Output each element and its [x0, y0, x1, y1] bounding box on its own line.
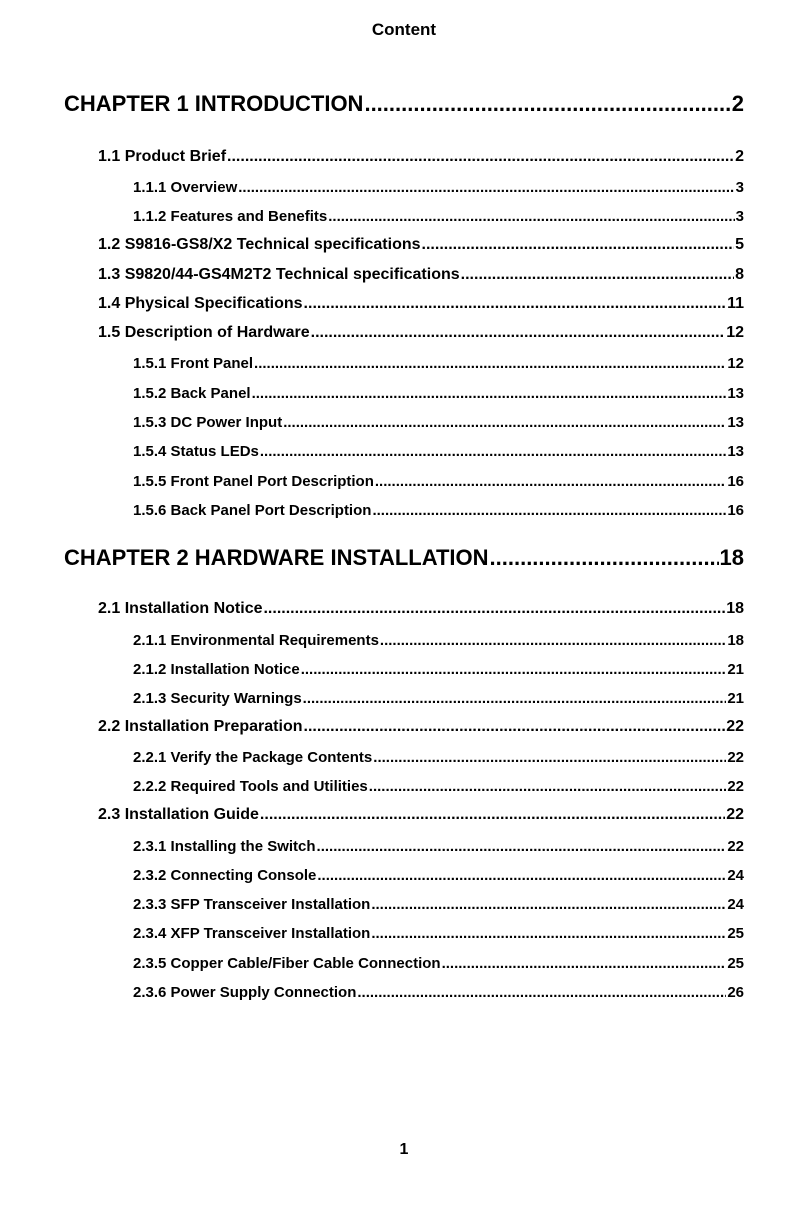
toc-entry-page: 25 [727, 925, 744, 942]
toc-entry-label: 1.1.1 Overview [133, 179, 238, 196]
toc-entry[interactable] [133, 208, 744, 225]
toc-entry-label: 2.3.6 Power Supply Connection [133, 984, 357, 1001]
toc-entry-label: CHAPTER 2 HARDWARE INSTALLATION [64, 545, 489, 570]
toc-entry-page: 22 [727, 778, 744, 795]
toc-entry[interactable] [133, 690, 744, 707]
toc-entry-page: 5 [735, 236, 744, 253]
toc-entry-page: 12 [727, 355, 744, 372]
toc-leader-dots [490, 545, 719, 571]
toc-entry-label: 2.3.4 XFP Transceiver Installation [133, 925, 371, 942]
toc-entry[interactable] [133, 749, 744, 766]
toc-entry-label: 1.5 Description of Hardware [98, 324, 310, 341]
toc-leader-dots [304, 295, 727, 313]
toc-entry-page: 25 [727, 955, 744, 972]
toc-leader-dots [422, 236, 735, 254]
toc-entry-label: 1.5.2 Back Panel [133, 385, 251, 402]
toc-entry[interactable] [98, 266, 744, 284]
toc-entry-label: 2.3.1 Installing the Switch [133, 838, 316, 855]
toc-entry-label: 2.3.2 Connecting Console [133, 867, 317, 884]
toc-entry-page: 3 [735, 208, 744, 225]
toc-entry-page: 21 [727, 690, 744, 707]
toc-leader-dots [375, 473, 726, 490]
toc-entry-label: CHAPTER 1 INTRODUCTION [64, 91, 364, 116]
toc-leader-dots [263, 600, 725, 618]
toc-entry-label: 1.4 Physical Specifications [98, 295, 303, 312]
toc-entry-label: 2.3 Installation Guide [98, 806, 259, 823]
toc-entry-page: 3 [735, 179, 744, 196]
toc-entry-label: 2.1 Installation Notice [98, 600, 263, 617]
toc-leader-dots [328, 208, 734, 225]
toc-leader-dots [317, 867, 726, 884]
toc-leader-dots [260, 443, 726, 460]
toc-leader-dots [311, 324, 726, 342]
toc-leader-dots [372, 502, 726, 519]
toc-entry-page: 26 [727, 984, 744, 1001]
toc-entry[interactable] [64, 91, 744, 117]
toc-entry-label: 1.1.2 Features and Benefits [133, 208, 328, 225]
toc-leader-dots [380, 632, 726, 649]
toc-entry[interactable] [133, 984, 744, 1001]
toc-entry-label: 1.5.5 Front Panel Port Description [133, 473, 374, 490]
toc-leader-dots [304, 718, 726, 736]
toc-entry-label: 2.1.3 Security Warnings [133, 690, 302, 707]
toc-entry[interactable] [133, 925, 744, 942]
toc-leader-dots [357, 984, 726, 1001]
toc-entry-page: 18 [727, 632, 744, 649]
toc-entry[interactable] [98, 295, 744, 313]
toc-leader-dots [371, 925, 726, 942]
toc-entry-page: 8 [735, 266, 744, 283]
toc-entry[interactable] [133, 443, 744, 460]
toc-entry[interactable] [133, 955, 744, 972]
toc-entry-page: 16 [727, 473, 744, 490]
toc-entry-label: 1.5.6 Back Panel Port Description [133, 502, 372, 519]
toc-entry-label: 2.1.1 Environmental Requirements [133, 632, 379, 649]
toc-entry[interactable] [133, 355, 744, 372]
toc-leader-dots [301, 661, 727, 678]
toc-leader-dots [227, 148, 734, 166]
toc-entry[interactable] [133, 385, 744, 402]
toc-entry-page: 2 [731, 91, 744, 116]
page-number: 1 [399, 1141, 409, 1158]
toc-leader-dots [260, 806, 725, 824]
toc-leader-dots [303, 690, 727, 707]
toc-entry-page: 18 [726, 600, 744, 617]
toc-leader-dots [238, 179, 734, 196]
toc-entry-page: 18 [719, 545, 744, 570]
toc-leader-dots [373, 749, 726, 766]
toc-leader-dots [442, 955, 727, 972]
toc-entry-label: 2.2.2 Required Tools and Utilities [133, 778, 368, 795]
toc-entry-label: 1.1 Product Brief [98, 148, 227, 165]
toc-leader-dots [283, 414, 726, 431]
toc-entry-page: 24 [727, 867, 744, 884]
toc-entry-label: 1.5.4 Status LEDs [133, 443, 259, 460]
toc-entry[interactable] [133, 661, 744, 678]
toc-entry-page: 13 [727, 385, 744, 402]
toc-entry[interactable] [133, 896, 744, 913]
toc-leader-dots [461, 266, 734, 284]
toc-entry[interactable] [98, 236, 744, 254]
toc-entry[interactable] [133, 502, 744, 519]
toc-entry-page: 11 [727, 295, 744, 312]
toc-entry-page: 13 [727, 443, 744, 460]
toc-entry[interactable] [133, 778, 744, 795]
toc-entry-page: 16 [727, 502, 744, 519]
toc-entry-page: 2 [735, 148, 744, 165]
toc-entry-label: 2.3.5 Copper Cable/Fiber Cable Connection [133, 955, 441, 972]
toc-leader-dots [317, 838, 727, 855]
toc-entry[interactable] [98, 324, 744, 342]
toc-entry-label: 2.2 Installation Preparation [98, 718, 303, 735]
toc-entry-label: 2.3.3 SFP Transceiver Installation [133, 896, 371, 913]
toc-entry-label: 2.1.2 Installation Notice [133, 661, 300, 678]
page-header-title: Content [371, 20, 437, 39]
toc-entry-label: 2.2.1 Verify the Package Contents [133, 749, 373, 766]
toc-entry[interactable] [98, 148, 744, 166]
toc-entry[interactable] [133, 632, 744, 649]
toc-entry-page: 12 [726, 324, 744, 341]
toc-entry[interactable] [133, 867, 744, 884]
toc-entry[interactable] [133, 414, 744, 431]
toc-entry-label: 1.2 S9816-GS8/X2 Technical specifications [98, 236, 421, 253]
toc-entry-label: 1.5.1 Front Panel [133, 355, 254, 372]
toc-leader-dots [252, 385, 727, 402]
toc-entry[interactable] [64, 545, 744, 571]
toc-entry[interactable] [98, 718, 744, 736]
toc-entry[interactable] [133, 473, 744, 490]
toc-entry-page: 22 [727, 838, 744, 855]
toc-leader-dots [369, 778, 727, 795]
toc-entry-page: 13 [727, 414, 744, 431]
toc-entry-page: 22 [726, 806, 744, 823]
toc-leader-dots [254, 355, 726, 372]
toc-entry-page: 24 [727, 896, 744, 913]
toc-entry[interactable] [133, 179, 744, 196]
toc-entry-label: 1.3 S9820/44-GS4M2T2 Technical specifications [98, 266, 460, 283]
toc-leader-dots [371, 896, 726, 913]
toc-entry-page: 22 [726, 718, 744, 735]
toc-entry[interactable] [98, 600, 744, 618]
toc-entry-page: 22 [727, 749, 744, 766]
toc-entry-page: 21 [727, 661, 744, 678]
toc-entry[interactable] [133, 838, 744, 855]
toc-leader-dots [364, 91, 730, 117]
toc-entry[interactable] [98, 806, 744, 824]
toc-entry-label: 1.5.3 DC Power Input [133, 414, 283, 431]
